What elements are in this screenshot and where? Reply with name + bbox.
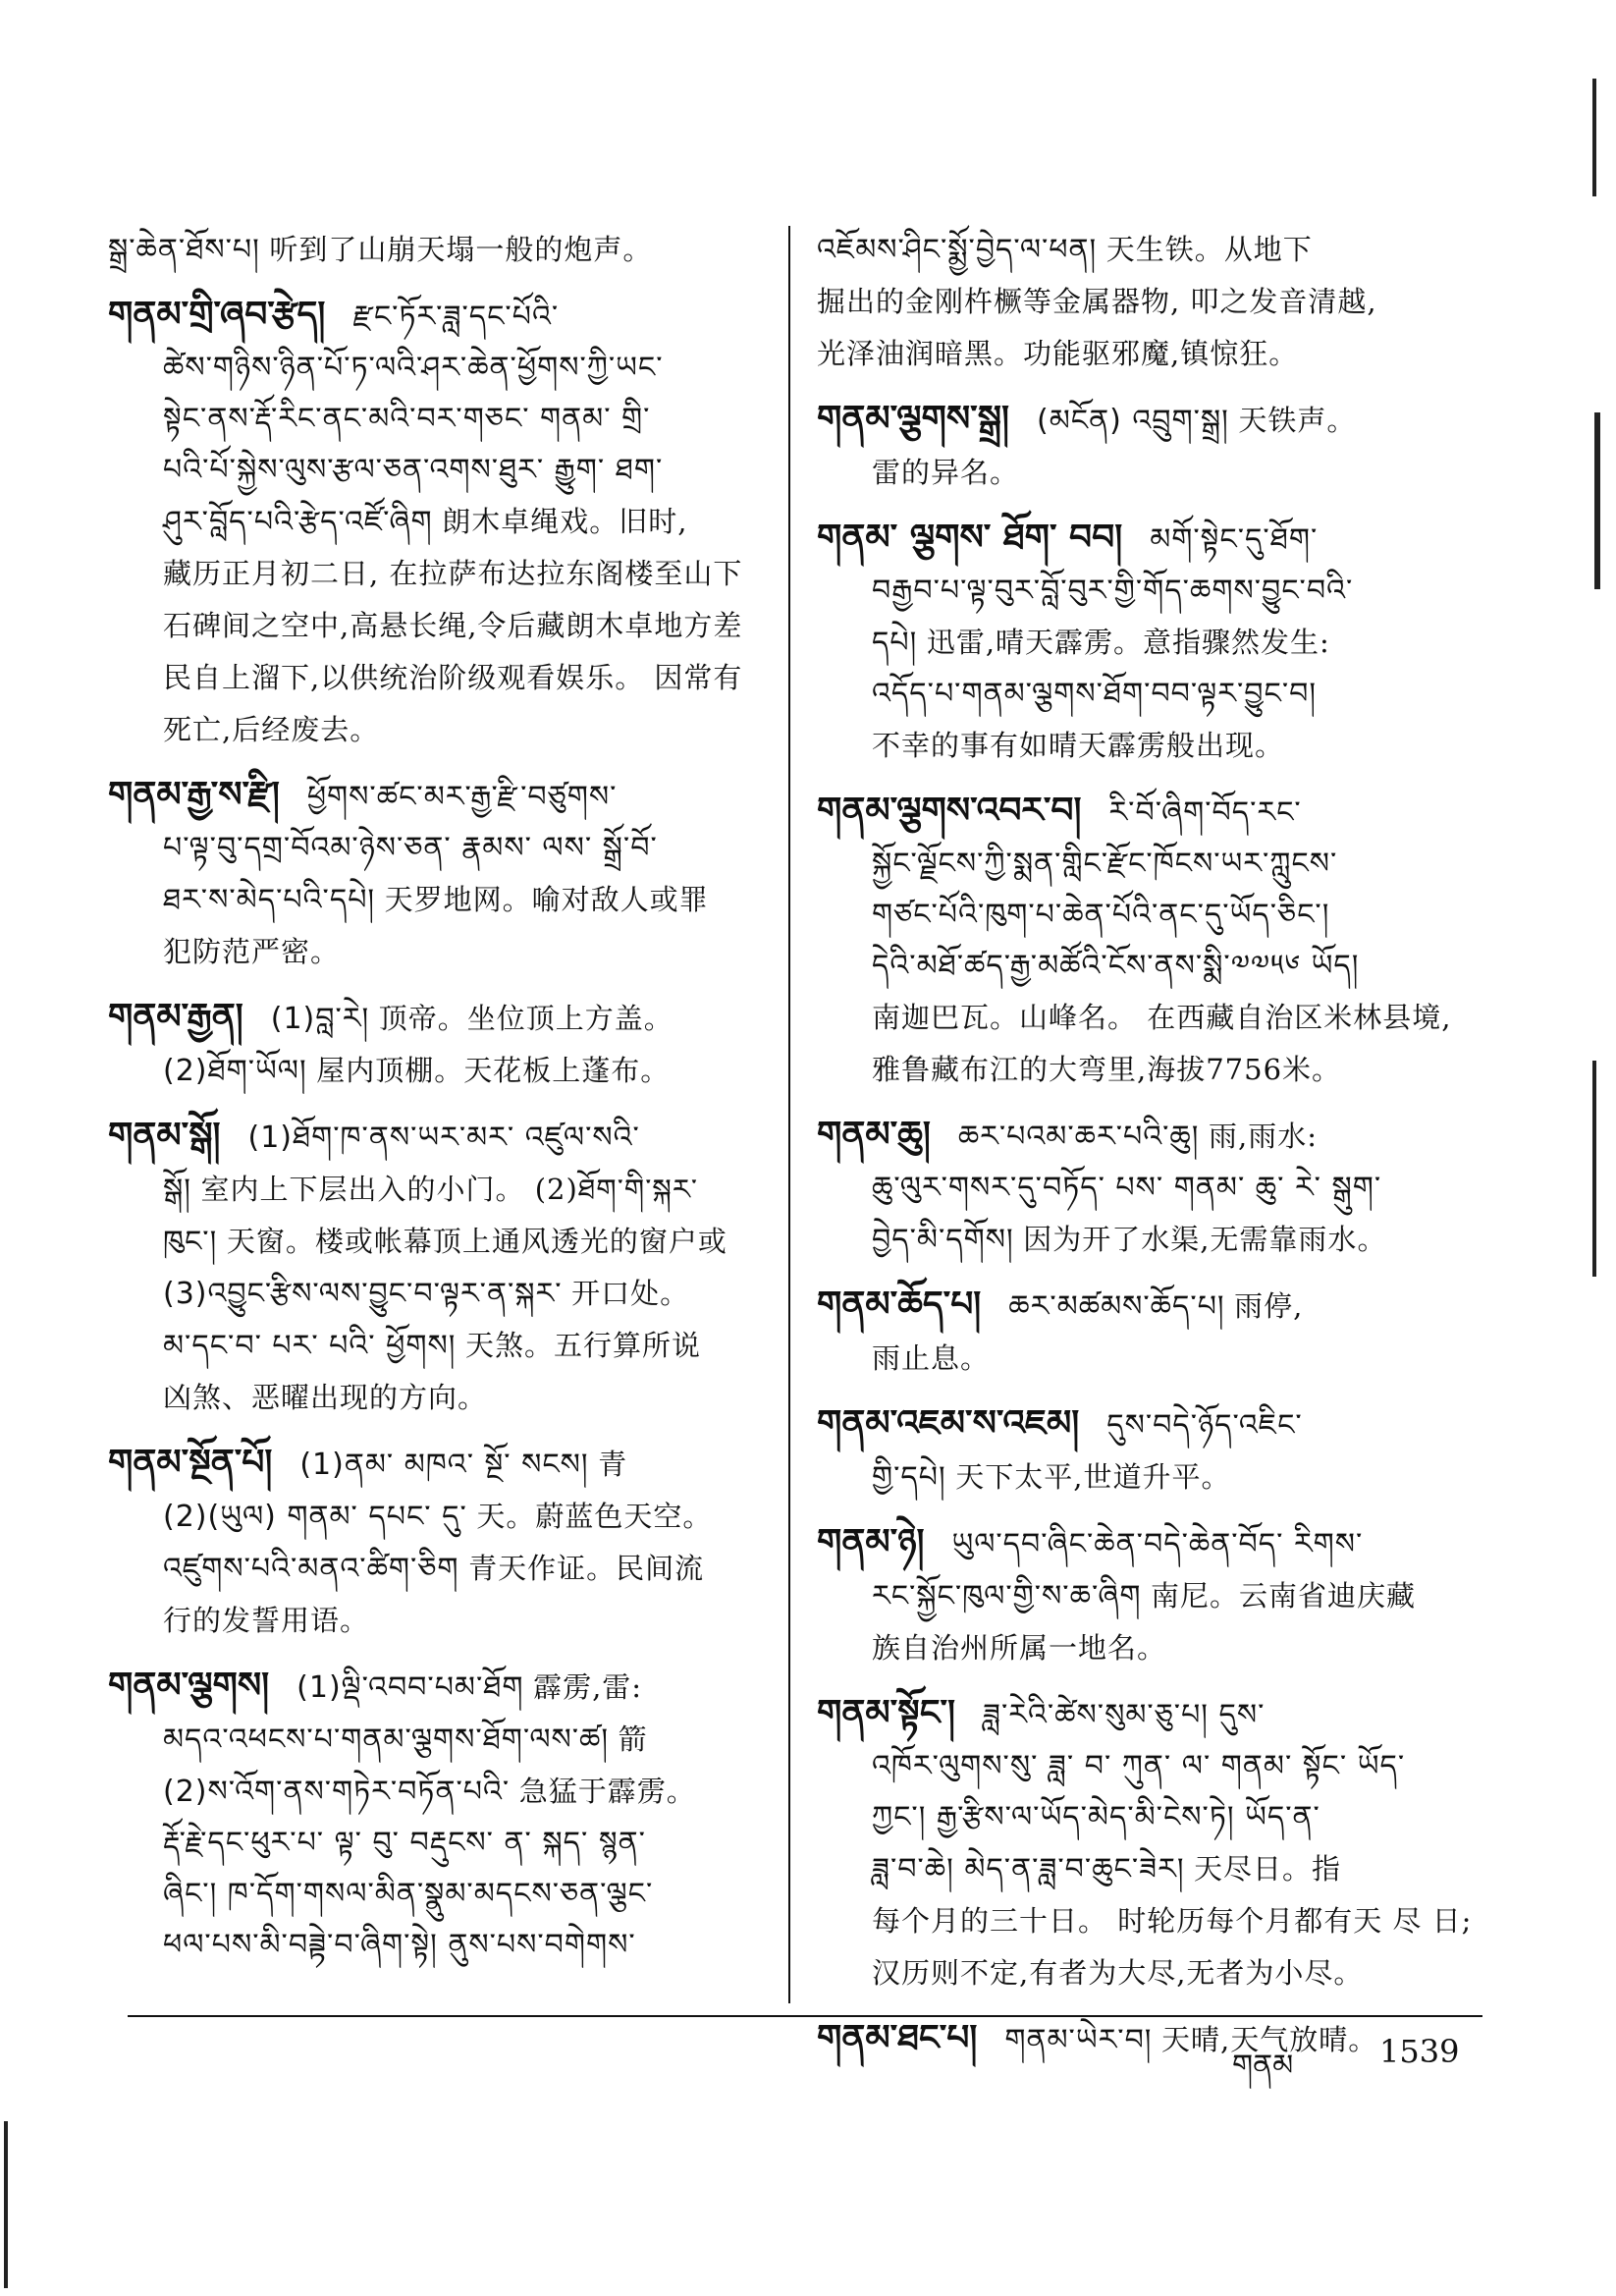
headword: གནམ་ལྕགས་སྒྲ།	[817, 399, 1010, 439]
entry-line	[817, 617, 1470, 669]
chinese-text: 死亡,后经废去。	[163, 713, 380, 746]
tibetan-text: རྫང་ཏོར་ཟླ་དང་པོའི་	[352, 300, 560, 334]
entry-line	[817, 1451, 1470, 1503]
tibetan-text: མ་དང་བ་ པར་ པའི་ ཕྱོགས།	[163, 1329, 457, 1363]
entry-line	[817, 566, 1470, 617]
headword: གནམ་ལྕགས་འབར་བ།	[817, 791, 1082, 831]
dictionary-entry	[108, 1661, 761, 1971]
chinese-text: 屋内顶棚。天花板上蓬布。	[316, 1054, 671, 1087]
headword: གནམ་སྟོང་།	[817, 1693, 956, 1733]
tibetan-text: གཙང་པོའི་ཁུག་པ་ཆེན་པོའི་ནང་དུ་ཡོད་ཅིང་།	[872, 898, 1330, 932]
tibetan-text: པ་ལྟ་བུ་དགྲ་བོའམ་ཉེས་ཅན་ རྣམས་ ལས་ སྒྲོ་བོ་	[163, 831, 658, 865]
headword: གནམ་སྒོ།	[108, 1116, 221, 1156]
dictionary-entry	[817, 1110, 1470, 1266]
tibetan-text: བྱེད་མི་དགོས།	[872, 1223, 1014, 1257]
entry-line	[817, 839, 1470, 890]
dictionary-entry	[817, 1398, 1470, 1503]
entry-line	[108, 224, 761, 276]
entry-line	[817, 2013, 1470, 2066]
chinese-text: 石碑间之空中,高悬长绳,令后藏朗木卓地方差	[163, 609, 743, 642]
entry-line	[108, 496, 761, 548]
chinese-text: 开口处。	[571, 1277, 690, 1310]
chinese-text: 因为开了水渠,无需靠雨水。	[1023, 1223, 1387, 1256]
entry-line	[817, 1333, 1470, 1385]
tibetan-text: ཆར་མཚམས་ཆོད་པ།	[1008, 1289, 1225, 1324]
entry-line	[817, 328, 1470, 380]
tibetan-text: ཤུར་བློད་པའི་རྩེད་འཛོ་ཞིག	[163, 505, 433, 539]
entry-line	[108, 445, 761, 496]
tibetan-text: འཛུགས་པའི་མནའ་ཚིག་ཅིག	[163, 1552, 459, 1586]
tibetan-text: བརྒྱབ་པ་ལྟ་བུར་བློ་བུར་གྱི་གོད་ཆགས་བྱུང་བའི་	[872, 574, 1354, 608]
left-column	[108, 224, 761, 1985]
tibetan-text: མདའ་འཕངས་པ་གནམ་ལྕགས་ཐོག་ལས་ཚ།	[163, 1722, 610, 1757]
chinese-text: 雨停,	[1234, 1289, 1304, 1323]
entry-line	[817, 1517, 1470, 1570]
headword: གནམ་ ལྕགས་ ཐོག་ བབ།	[817, 518, 1123, 558]
entry-line	[108, 1818, 761, 1869]
entry-line	[817, 890, 1470, 941]
dictionary-entry	[108, 992, 761, 1097]
chinese-text: 听到了山崩天塌一般的炮声。	[269, 233, 653, 266]
tibetan-text: ཆར་པའམ་ཆར་པའི་ཆུ།	[957, 1120, 1200, 1154]
entry-line	[817, 786, 1470, 839]
chinese-text: 犯防范严密。	[163, 935, 341, 968]
tibetan-text: ཡུལ་དབ་ཞིང་ཆེན་བདེ་ཆེན་བོད་ རིགས་	[951, 1527, 1364, 1561]
entry-line	[108, 770, 761, 823]
chinese-text: 雨,雨水:	[1209, 1120, 1318, 1153]
entry-line	[108, 1268, 761, 1320]
tibetan-text: ཕལ་པས་མི་བཟྟེ་བ་ཞིག་སྟེ། ནུས་པས་བགེགས་	[163, 1928, 636, 1962]
tibetan-text: གནམ་ཡེར་བ།	[1004, 2023, 1153, 2057]
running-footer-word: གནམ	[1232, 2049, 1294, 2083]
chinese-text: 天生铁。从地下	[1105, 233, 1313, 266]
tibetan-text: སྐྱོང་ལྗོངས་ཀྱི་སྨན་གླིང་རྫོང་ཁོངས་ཡར་ཀླུངས་	[872, 847, 1338, 881]
headword: གནམ་རྒྱན།	[108, 997, 243, 1037]
entry-line	[108, 1216, 761, 1268]
column-divider	[788, 226, 790, 2003]
entry-line	[108, 1438, 761, 1491]
headword: གནམ་ལྕགས།	[108, 1666, 270, 1706]
dictionary-entry	[108, 770, 761, 978]
chinese-text: 箭	[618, 1722, 648, 1756]
tibetan-text: འདོད་པ་གནམ་ལྕགས་ཐོག་བབ་ལྟར་བྱུང་བ།	[872, 677, 1318, 711]
entry-line	[108, 1320, 761, 1372]
dictionary-entry	[817, 513, 1470, 772]
tibetan-text: (1)ལྡི་འབབ་པམ་ཐོག	[296, 1670, 524, 1705]
tibetan-text: སྟེང་ནས་རྡོ་རིང་ནང་མའི་བར་གཅང་ གནམ་ གྲི་	[163, 402, 651, 436]
chinese-text: 朗木卓绳戏。旧时,	[442, 505, 688, 538]
entry-line	[817, 1163, 1470, 1214]
chinese-text: 迅雷,晴天霹雳。意指骤然发生:	[926, 626, 1330, 659]
tibetan-text: རང་སྐྱོང་ཁུལ་གྱི་ས་ཆ་ཞིག	[872, 1579, 1142, 1613]
chinese-text: 掘出的金刚杵橛等金属器物, 叩之发音清越,	[817, 285, 1377, 318]
headword: གནམ་སྔོན་པོ།	[108, 1443, 273, 1483]
scan-edge-mark	[1594, 412, 1600, 589]
entry-line	[108, 1164, 761, 1216]
dictionary-entry	[108, 290, 761, 756]
entry-line	[817, 1792, 1470, 1843]
tibetan-text: (1)ནམ་ མཁའ་ སྔོ་ སངས།	[299, 1448, 589, 1482]
chinese-text: 青	[598, 1448, 628, 1481]
headword: གནམ་ཉེ།	[817, 1522, 925, 1562]
tibetan-text: ཟླ་བ་ཆེ། མེད་ན་ཟླ་བ་ཆུང་ཟེར།	[872, 1852, 1185, 1886]
entry-line	[108, 1372, 761, 1424]
chinese-text: 室内上下层出入的小门。 (2)ཐོག་གི་སྐར་	[200, 1173, 699, 1206]
entry-line	[817, 1110, 1470, 1163]
chinese-text: 南迦巴瓦。山峰名。 在西藏自治区米林县境,	[872, 1001, 1452, 1034]
tibetan-text: ཕྱོགས་ཚང་མར་རྒྱ་རྫི་བཙུགས་	[306, 780, 618, 814]
entry-line	[817, 1398, 1470, 1451]
entry-line	[817, 1280, 1470, 1333]
chinese-text: 不幸的事有如晴天霹雳般出现。	[872, 729, 1285, 762]
chinese-text: 天尽日。指	[1194, 1852, 1342, 1886]
tibetan-text: མགོ་སྟེང་དུ་ཐོག་	[1150, 522, 1319, 557]
entry-line	[817, 1214, 1470, 1266]
dictionary-entry	[817, 224, 1470, 380]
entry-line	[817, 1895, 1473, 1947]
entry-line	[817, 394, 1470, 447]
chinese-text: 雷的异名。	[872, 456, 1020, 489]
tibetan-text: ཀྱང་། རྒྱ་རྩིས་ལ་ཡོད་མེད་མི་ངེས་ཏེ། ཡོད་ན་	[872, 1800, 1320, 1834]
entry-line	[108, 548, 761, 600]
entry-line	[108, 343, 761, 394]
chinese-text: 天罗地网。喻对敌人或罪	[384, 883, 709, 916]
dictionary-entry	[817, 1688, 1473, 1999]
tibetan-text: ཟླ་རེའི་ཚེས་སུམ་ཅུ་པ། དུས་	[983, 1698, 1266, 1732]
entry-line	[108, 1111, 761, 1164]
chinese-text: 光泽油润暗黑。功能驱邪魔,镇惊狂。	[817, 337, 1299, 370]
tibetan-text: དུས་བདེ་ཉོད་འཇིང་	[1106, 1408, 1303, 1443]
entry-line	[108, 874, 761, 926]
tibetan-text: སྒྲ་ཆེན་ཐོས་པ།	[108, 233, 260, 267]
headword: གནམ་འཇམ་ས་འཇམ།	[817, 1403, 1080, 1444]
dictionary-entry	[108, 1111, 761, 1424]
entry-line	[108, 926, 761, 978]
entry-line	[108, 823, 761, 874]
tibetan-text: དེའི་མཐོ་ཚད་རྒྱ་མཚོའི་ངོས་ནས་སྨི་༧༧༥༦ ཡོད།	[872, 949, 1360, 983]
chinese-text: 民自上溜下,以供统治阶级观看娱乐。 因常有	[163, 661, 743, 694]
chinese-text: 每个月的三十日。 时轮历每个月都有天 尽 日;	[872, 1904, 1473, 1938]
entry-line	[817, 720, 1470, 772]
dictionary-entry	[817, 2013, 1470, 2066]
entry-line	[108, 704, 761, 756]
entry-line	[108, 1045, 761, 1097]
tibetan-text: རི་བོ་ཞིག་བོད་རང་	[1108, 795, 1302, 830]
tibetan-text: (3)འབྱུང་རྩིས་ལས་བྱུང་བ་ལྟར་ན་སྐར་	[163, 1277, 563, 1311]
tibetan-text: འཁོར་ལུགས་སུ་ ཟླ་ བ་ ཀུན་ ལ་ གནམ་ སྟོང་ ཡོད་	[872, 1749, 1406, 1783]
headword: གནམ་རྒྱ་ས་རྫི།	[108, 775, 280, 815]
chinese-text: 急猛于霹雳。	[518, 1775, 696, 1808]
tibetan-text: (2)(ཡུལ) གནམ་ དཔང་ དུ་	[163, 1500, 467, 1534]
chinese-text: 天晴,天气放晴。	[1161, 2023, 1378, 2056]
tibetan-text: ཆུ་ལུར་གསར་དུ་བཏོད་ པས་ གནམ་ ཆུ་ རེ་ སྒུག་	[872, 1171, 1382, 1205]
entry-line	[108, 1714, 761, 1766]
entry-line	[108, 1920, 761, 1971]
tibetan-text: ཐར་ས་མེད་པའི་དཔེ།	[163, 883, 376, 917]
tibetan-text: གྱི་དཔེ།	[872, 1460, 946, 1495]
tibetan-text: རྡོ་རྗེ་དང་ཕུར་པ་ ལྟ་ བུ་ བརྡུངས་ ན་ སྐད་ སྙན་	[163, 1826, 646, 1860]
entry-line	[817, 1741, 1470, 1792]
entry-line	[108, 1661, 761, 1714]
chinese-text: 天窗。楼或帐幕顶上通风透光的窗户或	[226, 1225, 727, 1258]
headword: གནམ་ཆོད་པ།	[817, 1285, 982, 1325]
entry-line	[817, 513, 1470, 566]
dictionary-entry	[817, 1517, 1470, 1674]
entry-line	[817, 1570, 1470, 1622]
chinese-text: 南尼。云南省迪庆藏	[1151, 1579, 1417, 1613]
entry-line	[817, 276, 1470, 328]
entry-line	[108, 992, 761, 1045]
tibetan-text: (1)བླ་རེ།	[270, 1002, 370, 1036]
scan-edge-mark	[4, 2121, 8, 2288]
entry-line	[817, 224, 1470, 276]
chinese-text: 藏历正月初二日, 在拉萨布达拉东阁楼至山下	[163, 557, 743, 590]
chinese-text: 顶帝。坐位顶上方盖。	[378, 1002, 673, 1035]
scan-edge-mark	[1592, 79, 1596, 196]
entry-line	[108, 1595, 761, 1647]
entry-line	[108, 1491, 761, 1543]
dictionary-entry	[108, 1438, 761, 1647]
headword: གནམ་ཆུ།	[817, 1115, 931, 1155]
headword: གནམ་ཐང་པ།	[817, 2018, 978, 2058]
chinese-text: 汉历则不定,有者为大尽,无者为小尽。	[872, 1956, 1364, 1990]
entry-line	[108, 652, 761, 704]
entry-line	[108, 1543, 761, 1595]
dictionary-entry	[817, 394, 1470, 499]
entry-line	[817, 1044, 1470, 1096]
chinese-text: 天下太平,世道升平。	[955, 1460, 1231, 1494]
tibetan-text: (1)ཐོག་ཁ་ནས་ཡར་མར་ འཛུལ་སའི་	[247, 1121, 640, 1155]
headword: གནམ་གྲི་ཞབ་རྩེད།	[108, 295, 326, 335]
entry-line	[817, 447, 1470, 499]
footer-rule	[128, 2015, 1482, 2017]
tibetan-text: (མངོན) འབྲུག་སྒྲ།	[1037, 404, 1229, 438]
entry-line	[108, 1766, 761, 1818]
entry-line	[817, 1947, 1470, 1999]
chinese-text: 天煞。五行算所说	[464, 1329, 701, 1362]
tibetan-text: པའི་པོ་སྐྱེས་ལུས་རྩལ་ཅན་འགས་ཐུར་ རྒྱུག་ ཐག་	[163, 453, 664, 487]
chinese-text: 雨止息。	[872, 1341, 991, 1375]
chinese-text: 族自治州所属一地名。	[872, 1631, 1167, 1665]
entry-line	[108, 600, 761, 652]
entry-line	[817, 1622, 1470, 1674]
entry-line	[108, 290, 761, 343]
dictionary-entry	[817, 786, 1470, 1096]
tibetan-text: དཔེ།	[872, 626, 918, 660]
chinese-text: 雅鲁藏布江的大弯里,海拔7756米。	[872, 1053, 1342, 1086]
tibetan-text: ཚེས་གཉིས་ཉིན་པོ་ཏ་ལའི་ཤར་ཆེན་ཕྱོགས་ཀྱི་ཡང་	[163, 351, 664, 385]
entry-line	[108, 394, 761, 445]
entry-line	[817, 941, 1470, 992]
tibetan-text: སྒོ།	[163, 1173, 191, 1207]
chinese-text: 行的发誓用语。	[163, 1604, 370, 1637]
entry-line	[817, 1688, 1470, 1741]
right-column	[817, 224, 1473, 2080]
entry-line	[108, 1869, 761, 1920]
scan-edge-mark	[1592, 1061, 1596, 1277]
tibetan-text: (2)ཐོག་ཡོལ།	[163, 1054, 307, 1088]
chinese-text: 青天作证。民间流	[468, 1552, 705, 1585]
tibetan-text: ཁུང་།	[163, 1225, 218, 1259]
tibetan-text: (2)ས་འོག་ནས་གཏེར་བཏོན་པའི་	[163, 1775, 511, 1809]
entry-line	[817, 1843, 1470, 1895]
tibetan-text: འཇོམས་ཤིང་སྨྱོ་བྱེད་ལ་ཕན།	[817, 233, 1098, 267]
chinese-text: 霹雳,雷:	[533, 1670, 643, 1704]
dictionary-entry	[817, 1280, 1470, 1385]
dictionary-entry	[108, 224, 761, 276]
tibetan-text: ཞིང་། ཁ་དོག་གསལ་མིན་སྣུམ་མདངས་ཅན་ལྕང་	[163, 1877, 654, 1911]
chinese-text: 凶煞、恶曜出现的方向。	[163, 1381, 488, 1414]
page-number: 1539	[1379, 2033, 1460, 2070]
chinese-text: 天铁声。	[1238, 404, 1357, 437]
chinese-text: 天。蔚蓝色天空。	[476, 1500, 713, 1533]
entry-line	[817, 669, 1470, 720]
entry-line	[817, 992, 1470, 1044]
